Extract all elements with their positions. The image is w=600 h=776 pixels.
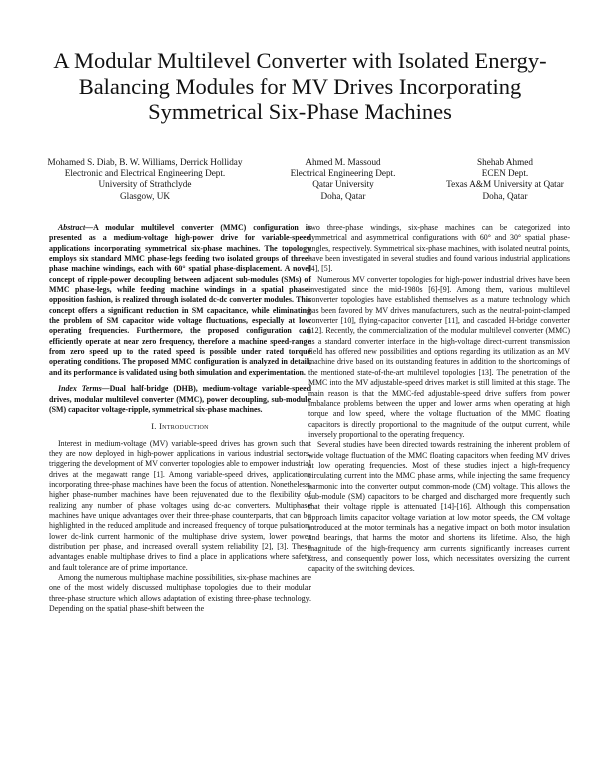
author-names: Ahmed M. Massoud [305,157,381,167]
abstract-label: Abstract [58,223,86,232]
author-location: Glasgow, UK [120,190,170,201]
abstract [49,223,311,378]
abstract-text: —A modular multilevel converter (MMC) configuration is presented as a medium-voltage high-power drive for variable-speed applications incorporating symmetrical six-phase machines. The topology employs six standard MMC phase-legs feeding two isolated groups of three-phase machine windings, each with 60° spatial phase-displacement. A novel concept of ripple-power decoupling between adjacent sub-modules (SMs) of MMC phase-legs, while feeding machine windings in a spatial phase-opposition fashion, is realized through isolated dc-dc converter modules. This concept offers a significant reduction in SM capacitance, while eliminating the problem of SM capacitor wide voltage fluctuations, especially at low operating frequencies. Furthermore, the proposed configuration can efficiently operate at near zero frequency, therefore a machine speed-range from zero speed up to the rated speed is possible under rated torque operating conditions. The proposed MMC configuration is analyzed in detail, and its performance is validated using both simulation and experimentation. [49,223,311,377]
intro-paragraph-2-continued: two three-phase windings, six-phase machines can be categorized into symmetrical and asymmetrical configurations with 60° and 30° spatial phase-angles, respectively. Symmetrical six-phase machines, with isolated neutral points, have been investigated in several studies and found various industrial applications [4], [5]. [308,223,570,274]
author-block-qatar-university [268,157,418,202]
intro-paragraph-1: Interest in medium-voltage (MV) variable-speed drives has grown such that they are now deployed in high-power applications in various industrial sectors, triggering the development of MV converter topologies able to empower industrial drives at the megawatt range [1]. Among variable-speed drives, applications incorporating three-phase machines have been the focus of attention. Nonetheless, higher phase-number machines have been rejuvenated due to the flexibility of realizing any number of phase voltages using dc-ac converters. Multiphase machines have unique advantages over their three-phase counterparts, that can be highlighted in the reduced amplitude and increased frequency of torque pulsation, lower dc-link current harmonic of the multiphase drive system, lower power distribution per phase, and increased overall system reliability [2], [3]. These advantages enable multiphase drives to find a place in applications where safety and fault tolerance are of prime importance. [49,438,311,572]
author-location: Doha, Qatar [320,190,366,201]
author-org: Texas A&M University at Qatar [446,179,564,190]
paper-title: A Modular Multilevel Converter with Isolated Energy-Balancing Modules for MV Drives Incorporating Symmetrical Six-Phase Machines [53,48,547,124]
author-block-strathclyde [30,157,260,202]
index-terms [49,384,311,415]
right-column [308,223,570,575]
author-dept: Electrical Engineering Dept. [290,168,396,179]
index-terms-label: Index Terms [58,384,102,394]
intro-paragraph-3: Numerous MV converter topologies for high-power industrial drives have been investigated since the mid-1980s [6]-[9]. Among them, various multilevel converter topologies have established themselves as a mature technology which has been favored by MV drives manufacturers, such as the neutral-point-clamped converter [10], flying-capacitor converter [11], and cascaded H-bridge converter [12]. Recently, the commercialization of the modular multilevel converter (MMC) as a standard converter interface in the high-voltage direct-current transmission field has offered new possibilities and options regarding its utilization as an MV machine drive based on its outstanding features in addition to the shortcomings of the mentioned state-of-the-art multilevel topologies [13]. The penetration of the MMC into the MV adjustable-speed drives market is still limited at this stage. The main reason is that the MMC-fed adjustable-speed drive suffers from power imbalance problems between the upper and lower arms when operating at high torque and low speed, where the voltage fluctuation of the MMC floating capacitors is directly proportional to the magnitude of the output current, while inversely proportional to the operating frequency. [308,274,570,439]
index-terms-text: —Dual half-bridge (DHB), medium-voltage variable-speed drives, modular multilevel converter (MMC), power decoupling, sub-module (SM) capacitor voltage-ripple, symmetrical six-phase machines. [49,384,311,414]
author-org: Qatar University [312,179,374,190]
left-column [49,223,311,614]
author-dept: ECEN Dept. [481,168,529,179]
author-location: Doha, Qatar [482,190,528,201]
author-org: University of Strathclyde [98,179,192,190]
intro-paragraph-4: Several studies have been directed towards restraining the inherent problem of wide voltage fluctuation of the MMC floating capacitors when feeding MV drives at low operating frequencies. Most of these studies inject a high-frequency circulating current into the MMC phase arms, while injecting the same frequency harmonic into the converter output common-mode (CM) voltage. This allows the sub-module (SM) capacitors to be charged and discharged more frequently such that their voltage ripple is attenuated [14]-[16]. Although this compensation approach limits capacitor voltage variation at low motor speeds, the CM voltage introduced at the motor terminals has a negative impact on both motor insulation and bearings, that harms the motor and shortens its lifetime. Also, the high magnitude of the high-frequency arm currents significantly increases current stress, and consequently power loss, which necessitates oversizing the current capacity of the switching devices. [308,440,570,574]
section-heading-introduction: I. Introduction [151,422,209,432]
author-names: Shehab Ahmed [477,157,533,167]
author-dept: Electronic and Electrical Engineering Dept. [64,168,226,179]
author-names: Mohamed S. Diab, B. W. Williams, Derrick Holliday [47,157,243,167]
intro-paragraph-2: Among the numerous multiphase machine possibilities, six-phase machines are one of the most widely discussed multiphase topologies due to their modular three-phase structure which allows adaptation of existing three-phase technology. Depending on the spatial phase-shift between the [49,573,311,614]
author-block-texas-am-qatar [420,157,590,202]
